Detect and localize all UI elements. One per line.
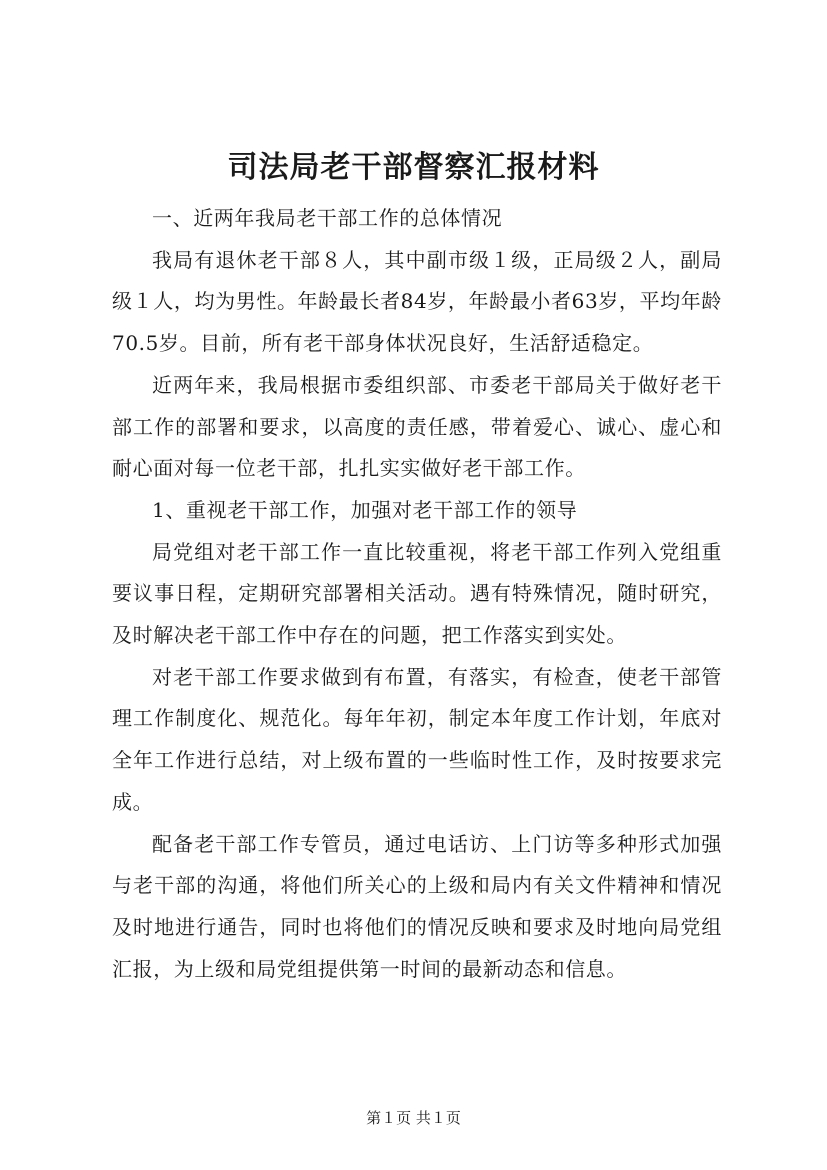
page-footer: 第１页 共１页 (366, 1109, 461, 1127)
paragraph: 近两年来，我局根据市委组织部、市委老干部局关于做好老干部工作的部署和要求，以高度的责任感，带着爱心、诚心、虚心和耐心面对每一位老干部，扎扎实实做好老干部工作。 (112, 372, 722, 481)
subsection-heading: 1、重视老干部工作，加强对老干部工作的领导 (152, 497, 578, 522)
paragraph: 配备老干部工作专管员，通过电话访、上门访等多种形式加强与老干部的沟通，将他们所关心的上级和局内有关文件精神和情况及时地进行通告，同时也将他们的情况反映和要求及时地向局党组汇报，为上级和局党组提供第一时间的最新动态和信息。 (112, 831, 722, 981)
section-heading: 一、近两年我局老干部工作的总体情况 (152, 206, 503, 230)
document-title: 司法局老干部督察汇报材料 (227, 150, 600, 185)
paragraph: 局党组对老干部工作一直比较重视，将老干部工作列入党组重要议事日程，定期研究部署相关活动。遇有特殊情况，随时研究，及时解决老干部工作中存在的问题，把工作落实到实处。 (112, 539, 722, 648)
paragraph: 对老干部工作要求做到有布置，有落实，有检查，使老干部管理工作制度化、规范化。每年年初，制定本年度工作计划，年底对全年工作进行总结，对上级布置的一些临时性工作，及时按要求完成。 (112, 664, 722, 814)
document-body (112, 198, 722, 990)
paragraph: 我局有退休老干部８人，其中副市级１级，正局级２人，副局级１人，均为男性。年龄最长者84岁，年龄最小者63岁，平均年龄70.5岁。目前，所有老干部身体状况良好，生活舒适稳定。 (112, 247, 722, 356)
